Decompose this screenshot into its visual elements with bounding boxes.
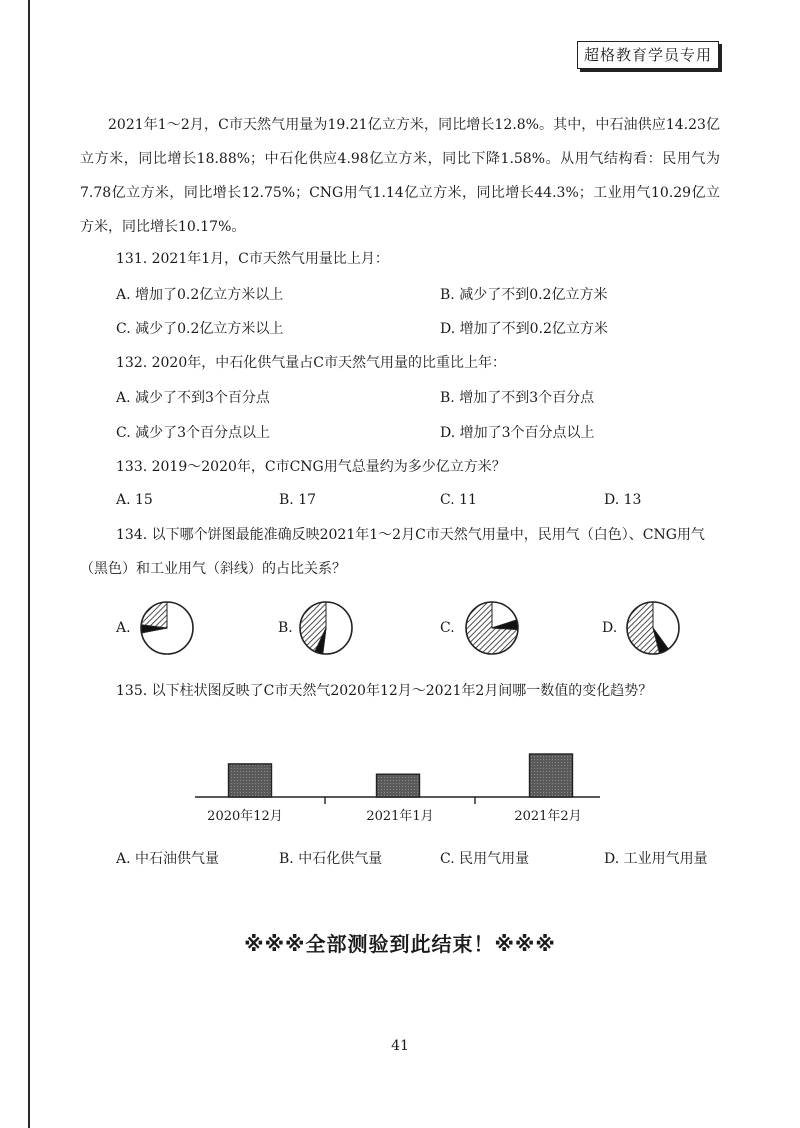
option-133-b[interactable]: B. 17	[279, 492, 317, 508]
option-135-b[interactable]: B. 中石化供气量	[279, 851, 383, 867]
option-134-c[interactable]: C.	[440, 620, 455, 636]
option-135-d[interactable]: D. 工业用气用量	[604, 851, 708, 867]
bar-chart	[195, 720, 600, 830]
bar-x-label-2: 2021年1月	[366, 809, 434, 824]
bar-x-label-3: 2021年2月	[514, 809, 582, 824]
pie-chart-d[interactable]	[624, 598, 682, 658]
page-number: 41	[391, 1038, 409, 1054]
pie-b-slice-white	[323, 602, 352, 654]
passage	[80, 108, 720, 244]
option-135-a[interactable]: A. 中石油供气量	[116, 851, 220, 867]
option-131-b[interactable]: B. 减少了不到0.2亿立方米	[440, 287, 608, 303]
option-131-a[interactable]: A. 增加了0.2亿立方米以上	[116, 287, 284, 303]
option-135-c[interactable]: C. 民用气用量	[440, 851, 530, 867]
bar-2	[377, 774, 420, 797]
option-133-a[interactable]: A. 15	[116, 492, 153, 508]
bar-3	[530, 754, 573, 797]
header-label: 超格教育学员专用	[577, 41, 719, 69]
option-132-a[interactable]: A. 减少了不到3个百分点	[116, 390, 270, 406]
option-131-c[interactable]: C. 减少了0.2亿立方米以上	[116, 321, 284, 337]
option-132-d[interactable]: D. 增加了3个百分点以上	[440, 425, 595, 441]
option-132-b[interactable]: B. 增加了不到3个百分点	[440, 390, 595, 406]
bar-x-label-1: 2020年12月	[207, 809, 283, 824]
pie-chart-b[interactable]	[297, 598, 355, 658]
option-134-b[interactable]: B.	[278, 620, 293, 636]
question-133-stem: 133. 2019～2020年，C市CNG用气总量约为多少亿立方米？	[116, 459, 506, 475]
question-134-stem: 134. 以下哪个饼图最能准确反映2021年1～2月C市天然气用量中，民用气（白色）、CNG用气（黑色）和工业用气（斜线）的占比关系？	[80, 527, 705, 577]
question-131-stem: 131. 2021年1月，C市天然气用量比上月：	[116, 251, 389, 267]
option-133-d[interactable]: D. 13	[604, 492, 642, 508]
option-132-c[interactable]: C. 减少了3个百分点以上	[116, 425, 271, 441]
pie-chart-a[interactable]	[138, 598, 196, 658]
option-133-c[interactable]: C. 11	[440, 492, 477, 508]
option-134-a[interactable]: A.	[116, 620, 131, 636]
left-binding-line	[28, 0, 30, 1128]
pie-chart-c[interactable]	[463, 598, 521, 658]
bar-1	[229, 764, 272, 797]
option-131-d[interactable]: D. 增加了不到0.2亿立方米	[440, 321, 608, 337]
question-135-stem: 135. 以下柱状图反映了C市天然气2020年12月～2021年2月间哪一数值的变化趋势？	[116, 683, 653, 699]
end-of-test-notice: ※※※全部测验到此结束！※※※	[244, 932, 556, 956]
option-134-d[interactable]: D.	[602, 620, 618, 636]
question-132-stem: 132. 2020年，中石化供气量占C市天然气用量的比重比上年：	[116, 355, 506, 371]
passage-text: 2021年1～2月，C市天然气用量为19.21亿立方米，同比增长12.8%。其中，中石油供应14.23亿立方米，同比增长18.88%；中石化供应4.98亿立方米，同比下降1.58%。从用气结构看：民用气为7.78亿立方米，同比增长12.75%；CNG用气1.14亿立方米，同比增长44.3%；工业用气10.29亿立方米，同比增长10.17%。	[80, 117, 720, 235]
